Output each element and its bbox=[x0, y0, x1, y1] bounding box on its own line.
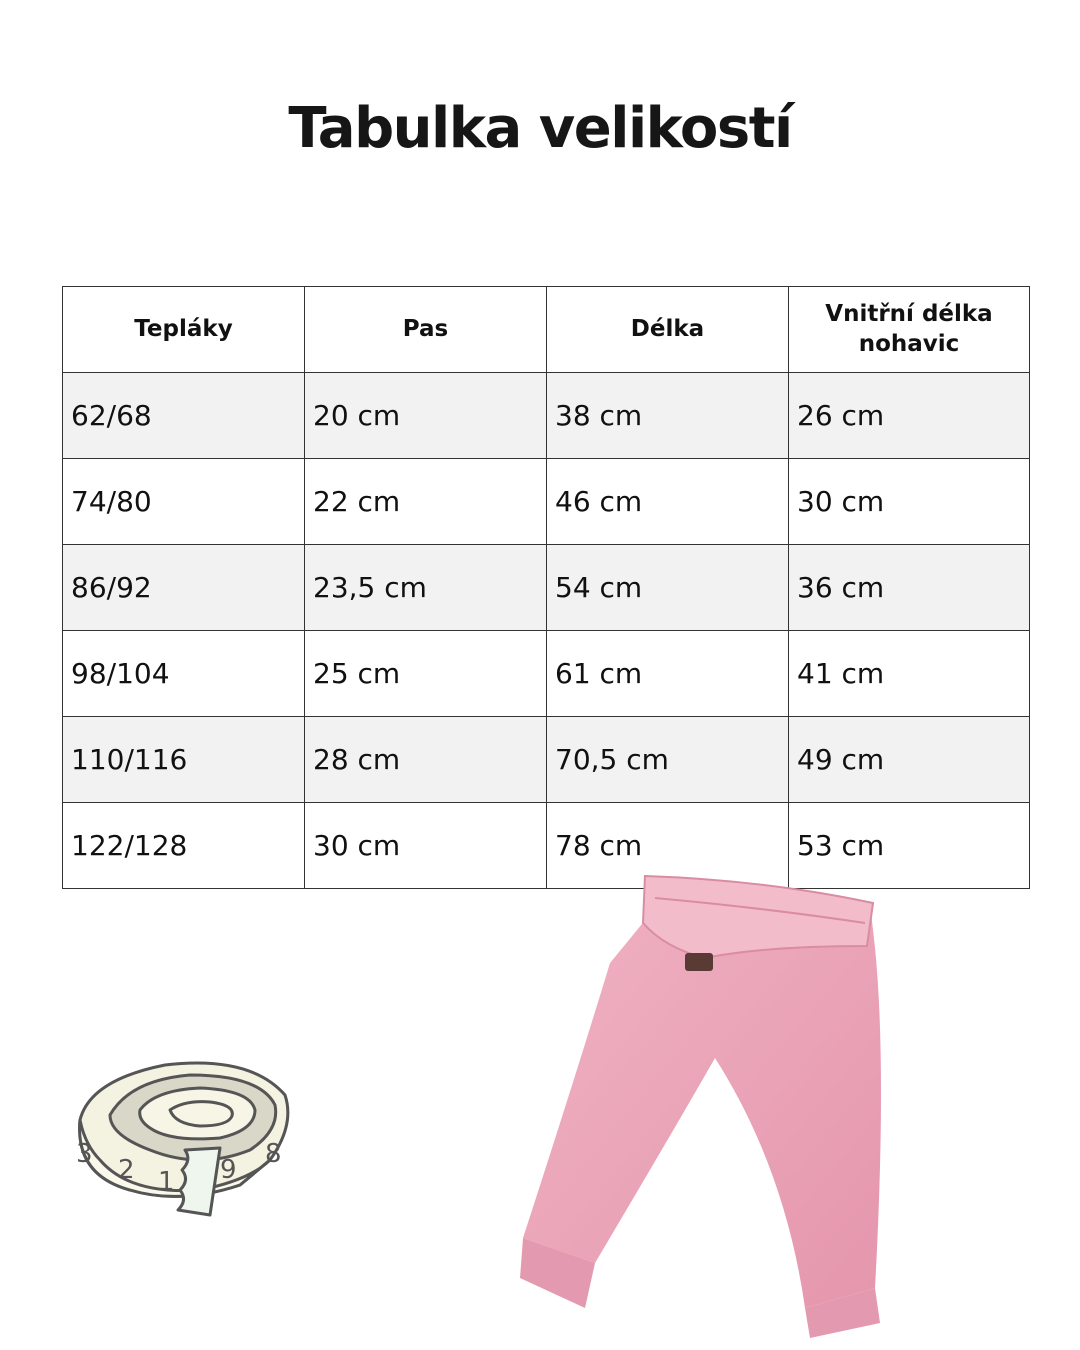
cell-pas: 30 cm bbox=[305, 803, 547, 889]
cell-pas: 23,5 cm bbox=[305, 545, 547, 631]
table-row bbox=[63, 373, 1030, 459]
header-pas bbox=[305, 287, 547, 373]
cell-vnitrni: 49 cm bbox=[789, 717, 1030, 803]
header-delka bbox=[547, 287, 789, 373]
table-row bbox=[63, 717, 1030, 803]
header-vnitrni-delka bbox=[789, 287, 1030, 373]
cell-size: 122/128 bbox=[63, 803, 305, 889]
header-label: nohavic bbox=[858, 330, 960, 357]
header-label: Vnitřní délka bbox=[825, 300, 993, 327]
pink-sweatpants-image bbox=[515, 868, 890, 1338]
svg-text:3: 3 bbox=[76, 1139, 93, 1169]
cell-delka: 46 cm bbox=[547, 459, 789, 545]
cell-pas: 25 cm bbox=[305, 631, 547, 717]
cell-delka: 54 cm bbox=[547, 545, 789, 631]
header-label: Tepláky bbox=[134, 315, 233, 342]
cell-pas: 28 cm bbox=[305, 717, 547, 803]
size-table bbox=[62, 286, 1030, 889]
cell-delka: 38 cm bbox=[547, 373, 789, 459]
cell-size: 62/68 bbox=[63, 373, 305, 459]
cell-vnitrni: 26 cm bbox=[789, 373, 1030, 459]
header-teplaky bbox=[63, 287, 305, 373]
table-row bbox=[63, 631, 1030, 717]
table-row bbox=[63, 545, 1030, 631]
cell-pas: 20 cm bbox=[305, 373, 547, 459]
cell-size: 98/104 bbox=[63, 631, 305, 717]
measuring-tape-icon bbox=[70, 1050, 300, 1230]
cell-vnitrni: 30 cm bbox=[789, 459, 1030, 545]
header-label: Délka bbox=[630, 315, 705, 342]
cell-delka: 70,5 cm bbox=[547, 717, 789, 803]
cell-vnitrni: 53 cm bbox=[789, 803, 1030, 889]
cell-vnitrni: 41 cm bbox=[789, 631, 1030, 717]
cell-pas: 22 cm bbox=[305, 459, 547, 545]
cell-delka: 78 cm bbox=[547, 803, 789, 889]
table-header-row bbox=[63, 287, 1030, 373]
svg-text:2: 2 bbox=[118, 1155, 135, 1185]
svg-text:8: 8 bbox=[265, 1139, 282, 1169]
cell-size: 86/92 bbox=[63, 545, 305, 631]
cell-delka: 61 cm bbox=[547, 631, 789, 717]
cell-size: 74/80 bbox=[63, 459, 305, 545]
table-row bbox=[63, 459, 1030, 545]
page-title: Tabulka velikostí bbox=[288, 96, 792, 161]
svg-text:9: 9 bbox=[220, 1155, 237, 1185]
svg-text:1: 1 bbox=[158, 1167, 175, 1197]
cell-size: 110/116 bbox=[63, 717, 305, 803]
header-label: Pas bbox=[402, 315, 449, 342]
cell-vnitrni: 36 cm bbox=[789, 545, 1030, 631]
